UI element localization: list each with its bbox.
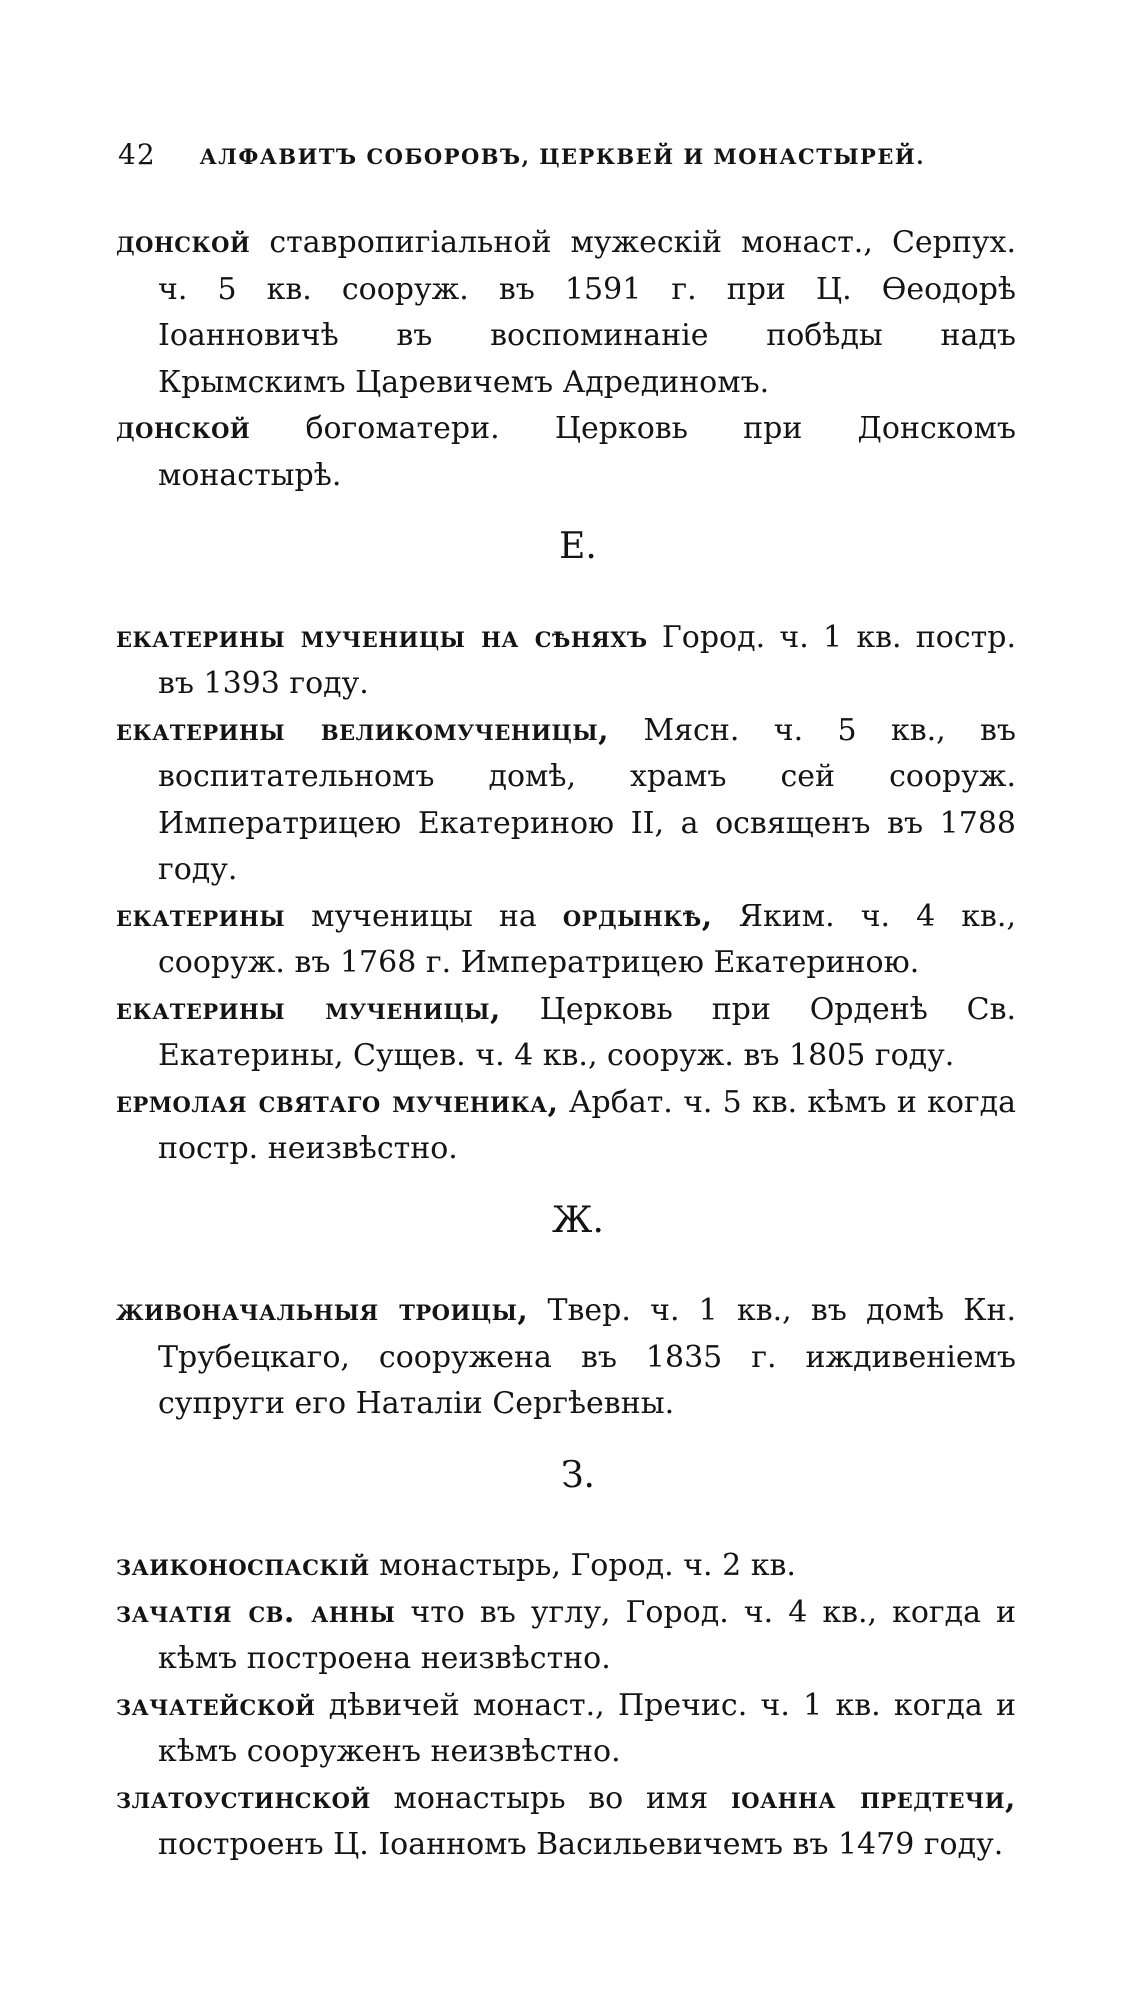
entry-zhivonachalnaya-troitsa [116,1288,1016,1428]
entry-headword: ермолая святаго мученика, [116,1084,559,1120]
entry-headword: заиконоспаскій [116,1548,370,1583]
entry-ekaterina-order [116,987,1016,1080]
entry-headword: живоначальныя троицы, [116,1293,529,1328]
running-head [118,138,1018,178]
entry-headword: зачатія св. анны [116,1594,396,1630]
entry-zlatoustinsky [116,1776,1016,1869]
entry-zachatiya-anny [116,1590,1016,1683]
entry-headword-secondary: іоанна предтечи, [730,1780,1016,1816]
entry-donskoy-monastery [116,220,1016,406]
entry-ekaterina-velikomuchenitsa [116,708,1016,894]
entry-text: Яким. ч. 4 кв., сооруж. въ 1768 г. Императрицею Екатериною. [158,898,1016,980]
text-block [116,220,1016,1869]
entry-ekaterina-ordynka [116,894,1016,987]
section-heading-zh: Ж. [552,1199,604,1241]
entry-headword: зачатейской [116,1687,316,1723]
entry-text: Твер. ч. 1 кв., въ домѣ Кн. Трубецкаго, сооружена въ 1835 г. иждивеніемъ супруги его Наталіи Сергѣевны. [158,1293,1016,1421]
entry-headword: екатерины великомученицы, [116,712,610,748]
section-heading-e: Е. [559,526,597,567]
entry-ekaterina-senyah [116,615,1016,708]
entry-text: богоматери. Церковь при Донскомъ монастырѣ. [158,411,1016,493]
entry-zachateysky [116,1683,1016,1776]
entry-headword: донской [116,225,251,260]
entry-zaikonospassky [116,1543,1016,1590]
entry-text: построенъ Ц. Іоанномъ Васильевичемъ въ 1479 году. [158,1827,1004,1862]
entry-text: Мясн. ч. 5 кв., въ воспитательномъ домѣ, храмъ сей сооруж. Императрицею Екатериною II, а освященъ въ 1788 году. [158,712,1017,887]
entry-donskoy-church [116,406,1016,499]
entry-headword: екатерины мученицы на сѣняхъ [116,619,648,655]
entry-text: что въ углу, Город. ч. 4 кв., когда и кѣмъ построена неизвѣстно. [158,1594,1016,1676]
entry-headword-secondary: ордынкѣ, [562,898,713,934]
page-number: 42 [118,138,156,171]
entry-headword: екатерины [116,898,286,934]
entry-headword: екатерины мученицы, [116,991,501,1027]
section-heading-z: З. [561,1454,595,1496]
entry-text: ставропигіальной мужескій монаст., Серпух. ч. 5 кв. сооруж. въ 1591 г. при Ц. Ѳеодорѣ Іоанновичѣ въ воспоминаніе побѣды надъ Крымскимъ Царевичемъ Адрединомъ. [158,225,1016,400]
entry-text: монастырь во имя [370,1780,731,1816]
entry-headword: донской [116,411,251,446]
entry-ermolay [116,1080,1016,1173]
entry-text: дѣвичей монаст., Пречис. ч. 1 кв. когда и кѣмъ сооруженъ неизвѣстно. [158,1687,1016,1769]
entry-text: Город. ч. 1 кв. постр. въ 1393 году. [158,619,1016,701]
running-title: АЛФАВИТЪ СОБОРОВЪ, ЦЕРКВЕЙ И МОНАСТЫРЕЙ. [199,144,926,169]
entry-text: мученицы на [285,898,563,934]
entry-text: Церковь при Орденѣ Св. Екатерины, Сущев. ч. 4 кв., сооруж. въ 1805 году. [158,991,1017,1073]
entry-headword: златоустинской [116,1780,371,1816]
entry-text: Арбат. ч. 5 кв. кѣмъ и когда постр. неизвѣстно. [158,1084,1016,1166]
entry-text: монастырь, Город. ч. 2 кв. [369,1548,796,1583]
